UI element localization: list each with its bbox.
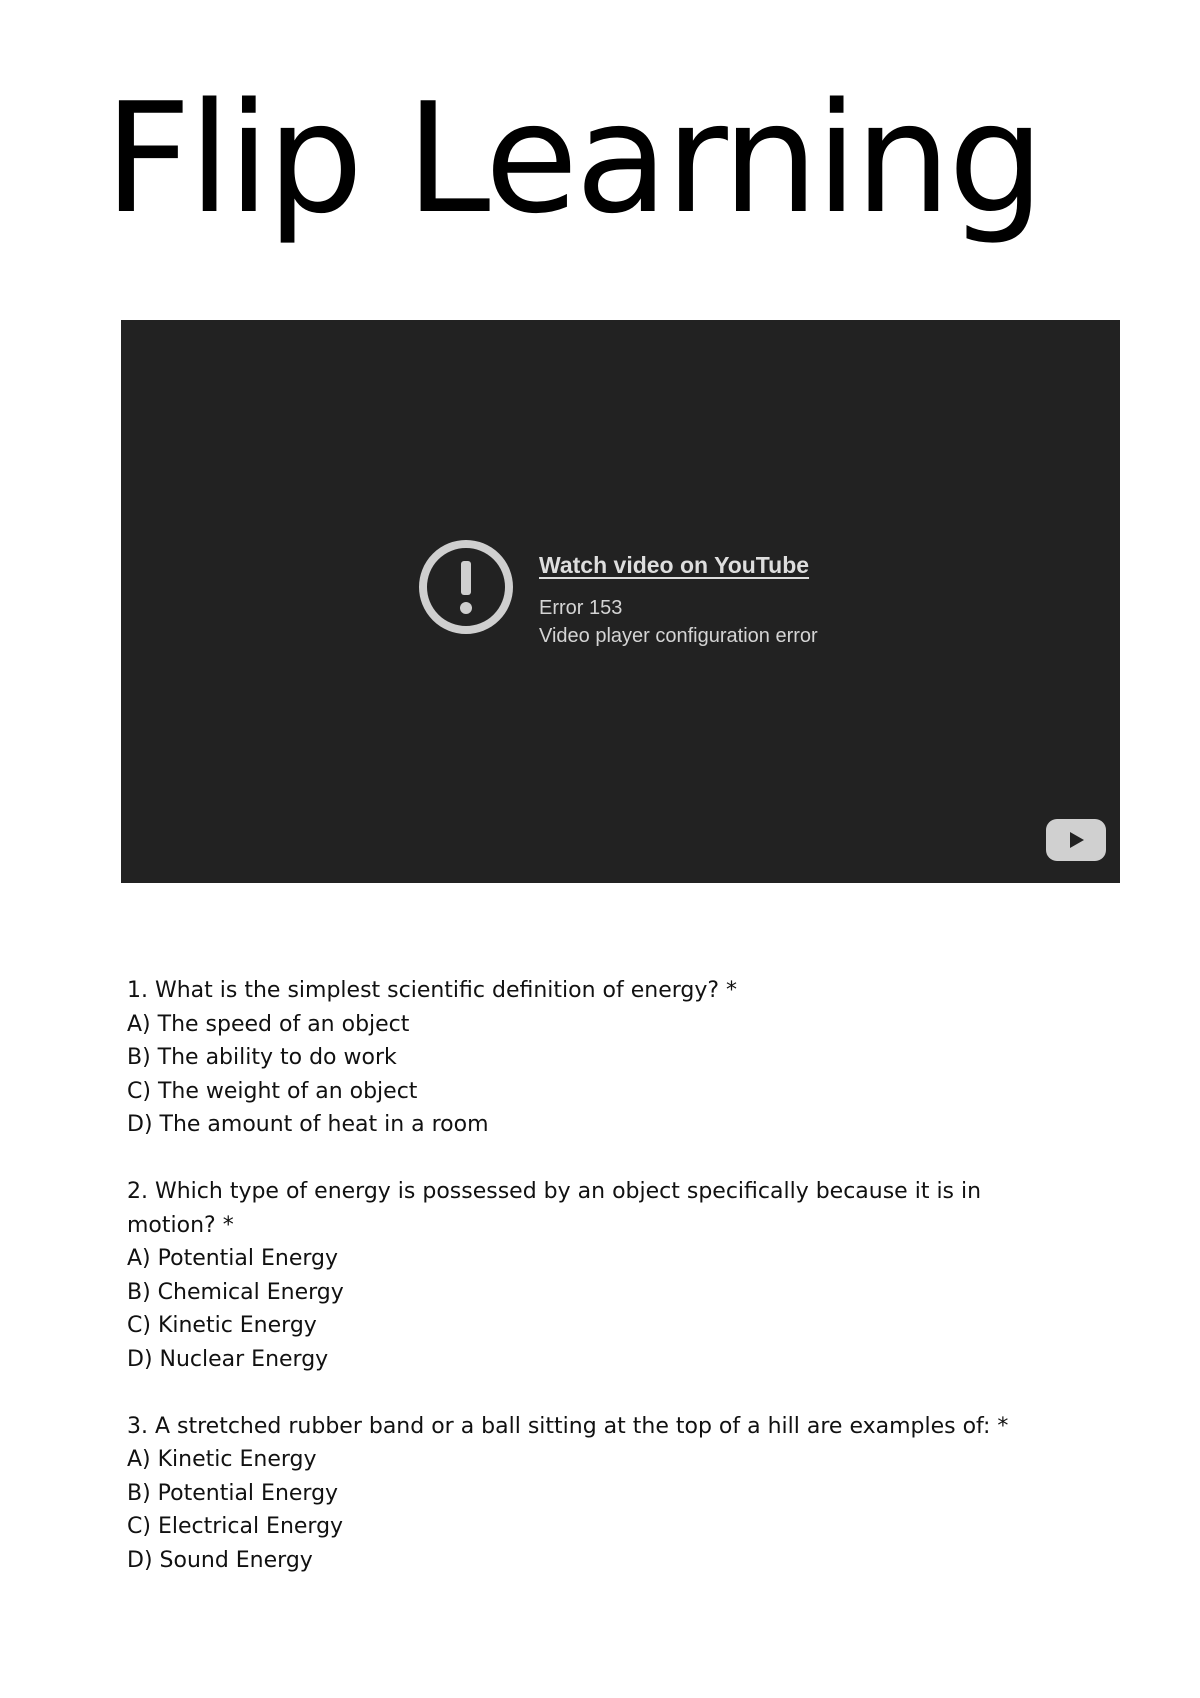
option-b: B) Chemical Energy [127, 1279, 344, 1305]
question-2 [127, 1175, 1067, 1377]
error-code: Error 153 [539, 596, 623, 619]
error-description: Video player configuration error [539, 624, 818, 647]
option-a: A) Kinetic Energy [127, 1447, 317, 1473]
option-b: B) Potential Energy [127, 1480, 339, 1506]
option-a: A) The speed of an object [127, 1011, 410, 1037]
question-1 [127, 974, 1067, 1142]
option-d: D) The amount of heat in a room [127, 1112, 489, 1138]
option-b: B) The ability to do work [127, 1045, 397, 1071]
watch-on-youtube-link[interactable]: Watch video on YouTube [539, 552, 810, 578]
question-3 [127, 1410, 1067, 1578]
question-text: 3. A stretched rubber band or a ball sitting at the top of a hill are examples of: * [127, 1413, 1009, 1439]
error-exclamation-icon [417, 538, 515, 636]
option-a: A) Potential Energy [127, 1246, 339, 1272]
video-error-message [417, 552, 818, 650]
option-c: C) Kinetic Energy [127, 1313, 317, 1339]
video-player[interactable] [121, 320, 1120, 883]
question-text: 2. Which type of energy is possessed by an object specifically because it is in motion? * [127, 1178, 982, 1238]
youtube-logo-icon[interactable] [1046, 819, 1106, 861]
option-c: C) Electrical Energy [127, 1514, 344, 1540]
question-text: 1. What is the simplest scientific definition of energy? * [127, 978, 738, 1003]
option-d: D) Sound Energy [127, 1547, 313, 1573]
option-c: C) The weight of an object [127, 1078, 418, 1104]
page-title: Flip Learning [104, 70, 1042, 247]
quiz [127, 974, 1067, 1611]
option-d: D) Nuclear Energy [127, 1346, 329, 1372]
